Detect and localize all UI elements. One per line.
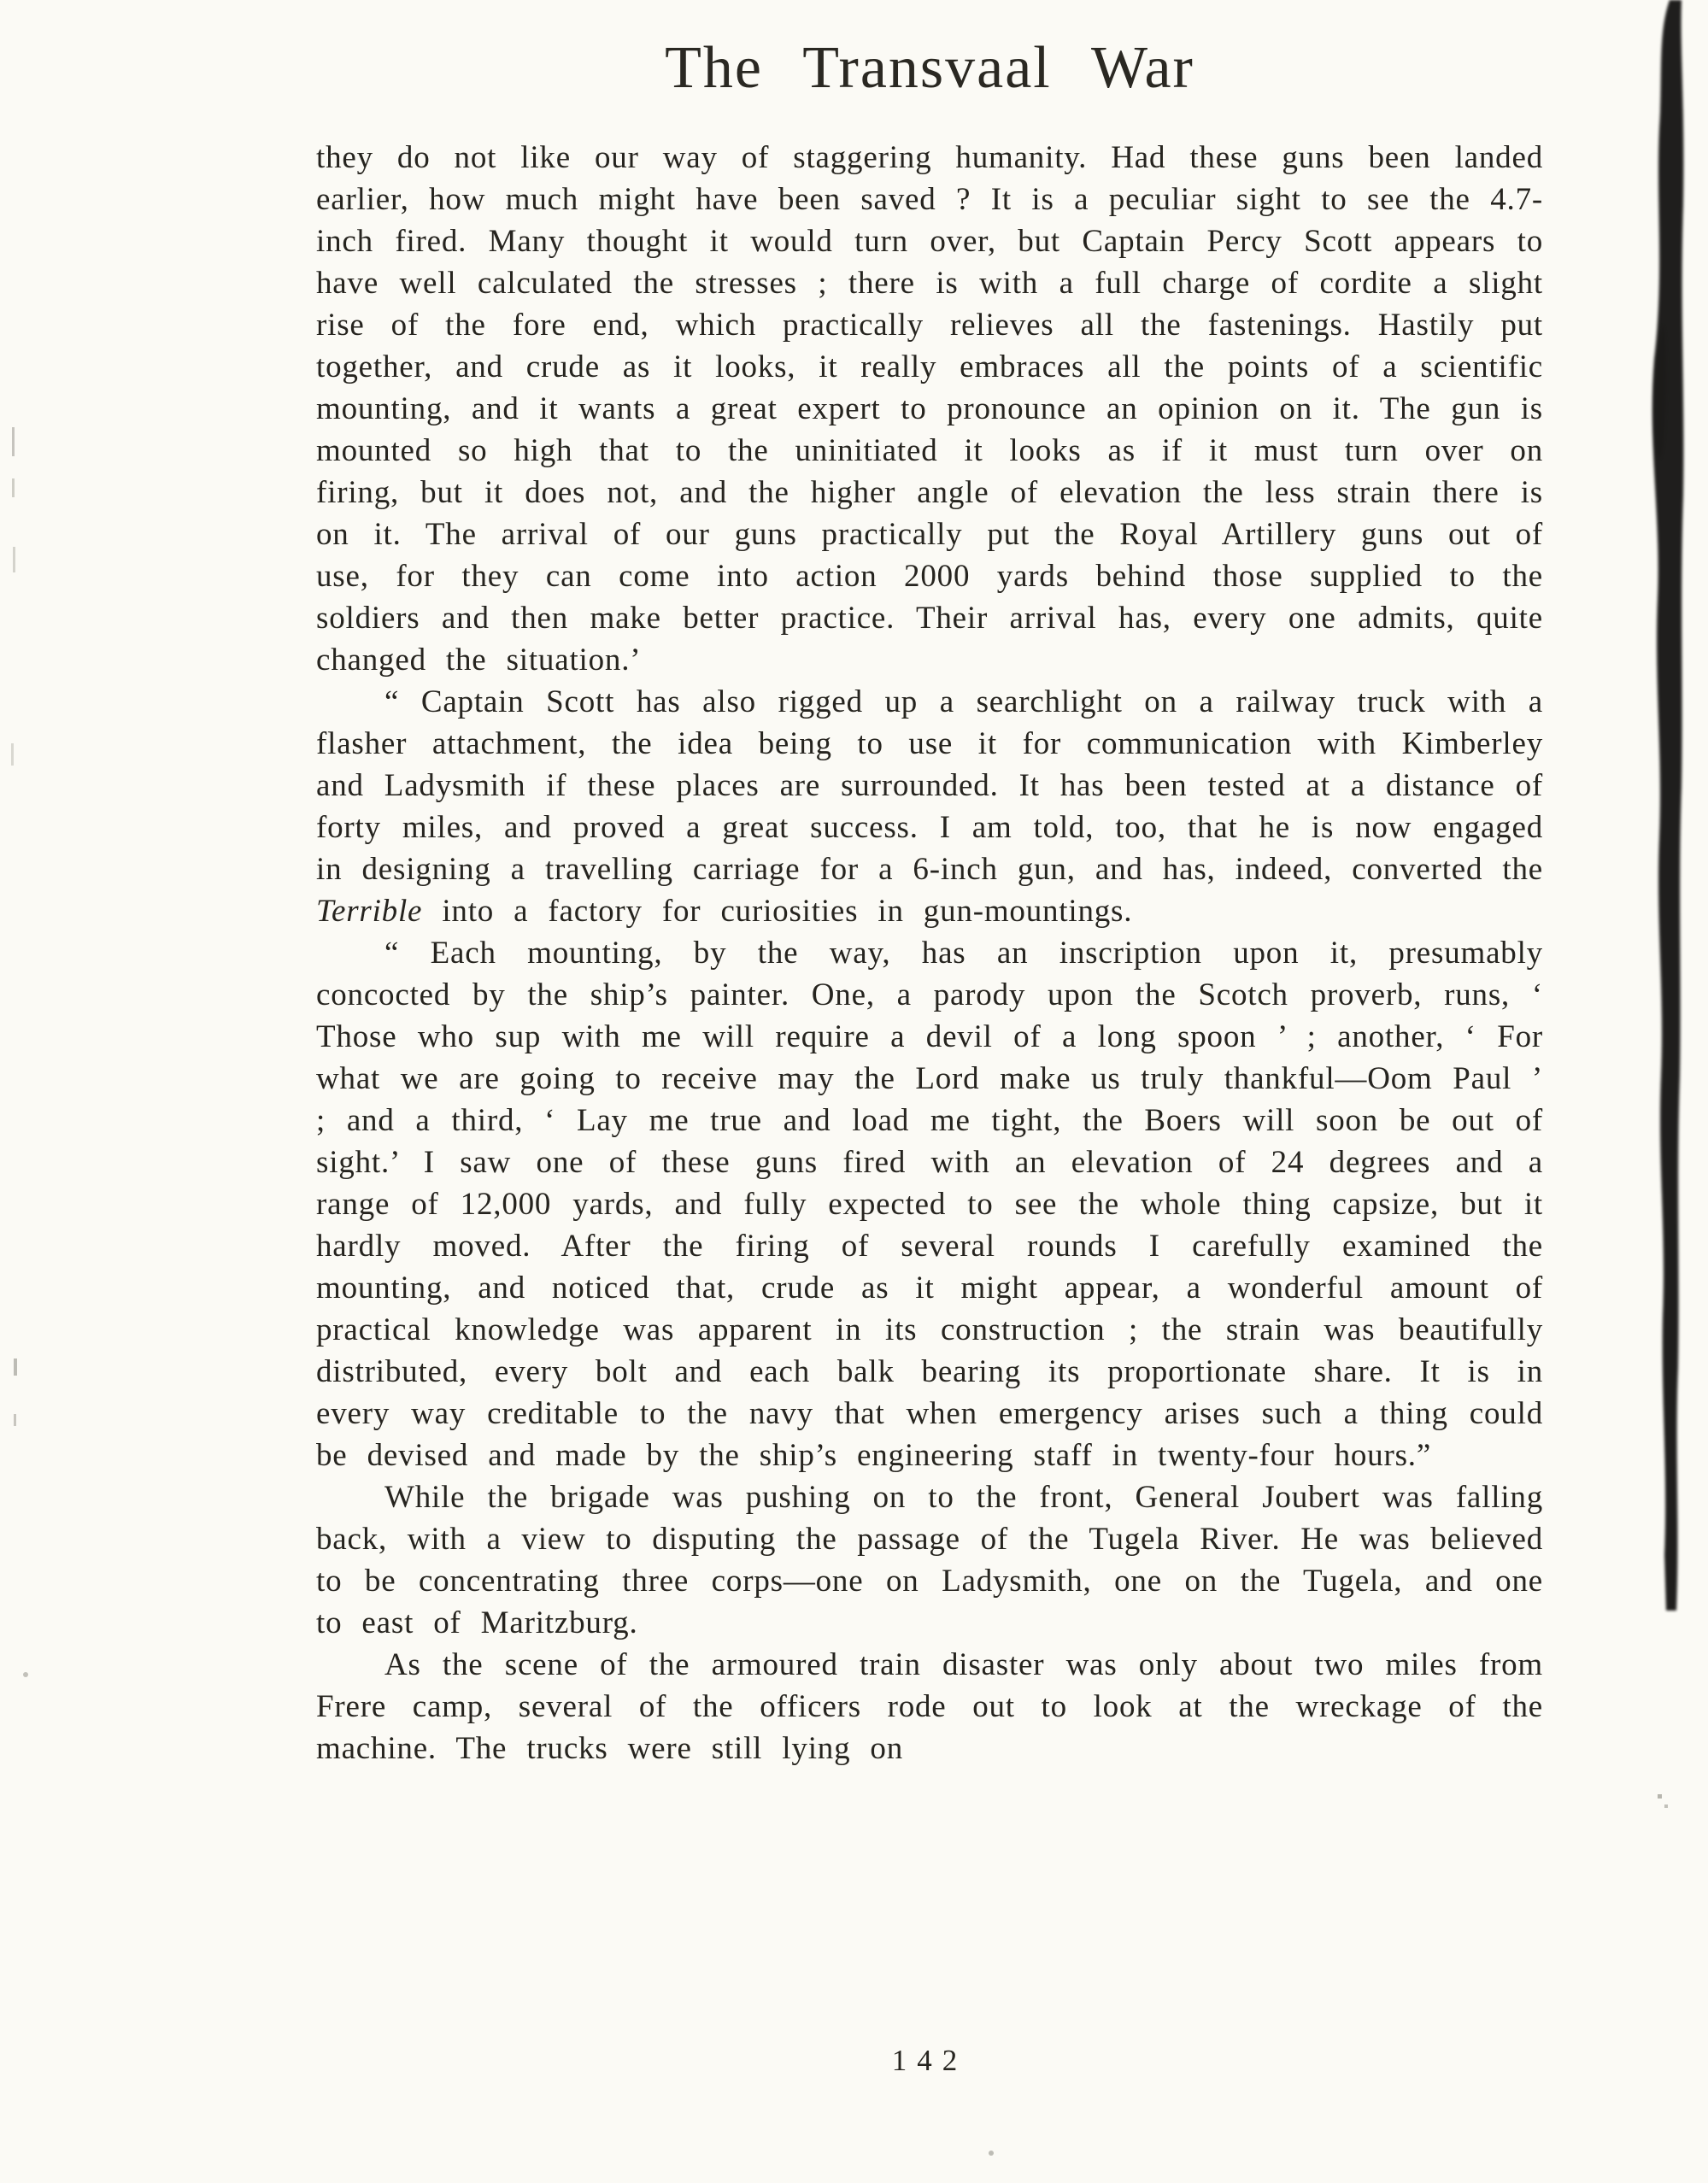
paragraph (316, 681, 1543, 932)
paragraph (316, 1644, 1543, 1769)
italic-text-segment: Terrible (316, 894, 423, 929)
text-segment: While the brigade was pushing on to the front, General Joubert was falling back, with a view to disputing the passage of the Tugela River. He was believed to be concentrating three corps—one on Ladysmith, one on the Tugela, and one to east of Maritzburg. (316, 1480, 1543, 1640)
page-number: 142 (891, 2044, 968, 2077)
text-segment: “ Each mounting, by the way, has an inscription upon it, presumably concocted by the ship’s painter. One, a parody upon the Scotch proverb, runs, ‘ Those who sup with me will require a devil of a long spoon ’ ; another, ‘ For what we are going to receive may the Lord make us truly thankful—Oom Paul ’ ; and a third, ‘ Lay me true and load me tight, the Boers will soon be out of sight.’ I saw one of these guns fired with an elevation of 24 degrees and a range of 12,000 yards, and fully expected to see the whole thing capsize, but it hardly moved. After the firing of several rounds I carefully examined the mounting, and noticed that, crude as it might appear, a wonderful amount of practical knowledge was apparent in its construction ; the strain was beautifully distributed, every bolt and each balk bearing its proportionate share. It is in every way creditable to the navy that when emergency arises such a thing could be devised and made by the ship’s engineering staff in twenty-four hours.” (316, 936, 1543, 1473)
text-segment: As the scene of the armoured train disaster was only about two miles from Frere camp, several of the officers rode out to look at the wreckage of the machine. The trucks were still lying on (316, 1647, 1543, 1766)
paragraph (316, 1476, 1543, 1644)
scan-edge-shadow (1641, 0, 1692, 1640)
page-body (316, 137, 1543, 1769)
paragraph (316, 137, 1543, 681)
text-segment: “ Captain Scott has also rigged up a searchlight on a railway truck with a flasher attachment, the idea being to use it for communication with Kimberley and Ladysmith if these places are surrounded. It has been tested at a distance of forty miles, and proved a great success. I am told, too, that he is now engaged in designing a travelling carriage for a 6-inch gun, and has, indeed, converted the (316, 684, 1543, 887)
paragraph (316, 932, 1543, 1476)
text-segment: into a factory for curiosities in gun-mountings. (422, 894, 1133, 929)
page-title: The Transvaal War (665, 35, 1194, 101)
text-segment: they do not like our way of staggering humanity. Had these guns been landed earlier, how much might have been saved ? It is a peculiar sight to see the 4.7-inch fired. Many thought it would turn over, but Captain Percy Scott appears to have well calculated the stresses ; there is with a full charge of cordite a slight rise of the fore end, which practically relieves all the fastenings. Hastily put together, and crude as it looks, it really embraces all the points of a scientific mounting, and it wants a great expert to pronounce an opinion on it. The gun is mounted so high that to the uninitiated it looks as if it must turn over on firing, but it does not, and the higher angle of elevation the less strain there is on it. The arrival of our guns practically put the Royal Artillery guns out of use, for they can come into action 2000 yards behind those supplied to the soldiers and then make better practice. Their arrival has, every one admits, quite changed the situation.’ (316, 140, 1543, 678)
